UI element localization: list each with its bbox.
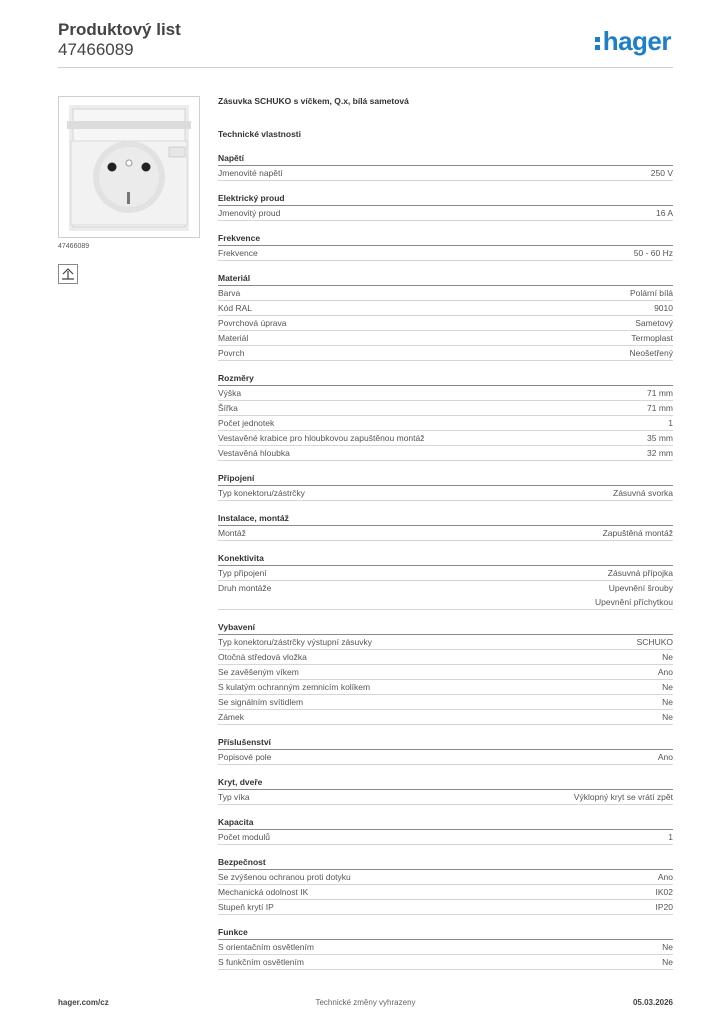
section-gap [218, 541, 673, 551]
socket-outlet-icon [59, 97, 199, 237]
spec-value [662, 695, 673, 709]
spec-value-line: Ano [657, 872, 673, 882]
section-gap [218, 221, 673, 231]
spec-row [218, 246, 673, 261]
spec-row [218, 526, 673, 541]
section-title: Kapacita [218, 815, 673, 830]
spec-label: Mechanická odolnost IK [218, 887, 309, 897]
spec-label: Druh montáže [218, 583, 272, 593]
tech-heading: Technické vlastnosti [218, 129, 301, 139]
spec-value [662, 680, 673, 694]
spec-row [218, 790, 673, 805]
section-gap [218, 610, 673, 620]
spec-value [656, 206, 673, 220]
spec-row [218, 431, 673, 446]
spec-value-line: 32 mm [647, 448, 673, 458]
spec-label: Typ konektoru/zástrčky [218, 488, 305, 498]
section-gap [218, 805, 673, 815]
spec-value [658, 870, 673, 884]
section-title: Bezpečnost [218, 855, 673, 870]
spec-value-line: Ne [662, 957, 673, 967]
spec-sections [218, 151, 673, 970]
product-description: Zásuvka SCHUKO s víčkem, Q.x, bílá sametová [218, 96, 409, 106]
spec-value-line: Ano [657, 667, 673, 677]
spec-label: Povrch [218, 348, 245, 358]
spec-label: Stupeň krytí IP [218, 902, 274, 912]
spec-value-line: Ne [662, 942, 673, 952]
logo-dots-icon [595, 34, 601, 53]
spec-label: Frekvence [218, 248, 258, 258]
spec-value [662, 650, 673, 664]
spec-value-line: Termoplast [631, 333, 673, 343]
spec-row [218, 206, 673, 221]
spec-value [658, 665, 673, 679]
spec-value [656, 885, 674, 899]
product-number: 47466089 [58, 40, 134, 59]
spec-value-line: Upevnění šrouby [608, 583, 673, 593]
section-gap [218, 725, 673, 735]
section-title: Konektivita [218, 551, 673, 566]
spec-value-line: Ne [662, 697, 673, 707]
section-title: Příslušenství [218, 735, 673, 750]
spec-row [218, 416, 673, 431]
spec-row [218, 386, 673, 401]
spec-label: Jmenovité napětí [218, 168, 283, 178]
product-details [218, 95, 673, 970]
spec-label: Počet modulů [218, 832, 270, 842]
page-title: Produktový list [58, 20, 181, 39]
spec-label: S kulatým ochranným zemnicím kolíkem [218, 682, 371, 692]
section-gap [218, 915, 673, 925]
hager-logo: hager [595, 26, 671, 56]
spec-value-line: 16 A [655, 208, 673, 218]
spec-value [613, 486, 673, 500]
spec-value [637, 635, 673, 649]
spec-row [218, 955, 673, 970]
section-title: Připojení [218, 471, 673, 486]
spec-row [218, 486, 673, 501]
spec-label: Jmenovitý proud [218, 208, 281, 218]
spec-value-line: Ne [662, 652, 673, 662]
spec-value-line: Ne [662, 682, 673, 692]
spec-value-line: Zásuvná svorka [613, 488, 673, 498]
spec-value-line: 9010 [654, 303, 673, 313]
spec-label: Počet jednotek [218, 418, 275, 428]
spec-value-line: IK02 [655, 887, 673, 897]
spec-row [218, 635, 673, 650]
spec-row [218, 680, 673, 695]
spec-label: Se zavěšeným víkem [218, 667, 299, 677]
spec-value-line: Sametový [635, 318, 673, 328]
spec-label: S orientačním osvětlením [218, 942, 314, 952]
spec-value [668, 830, 673, 844]
spec-value-line: Ne [662, 712, 673, 722]
section-title: Kryt, dveře [218, 775, 673, 790]
spec-row [218, 885, 673, 900]
spec-value [662, 955, 673, 969]
spec-row [218, 650, 673, 665]
spec-row [218, 401, 673, 416]
spec-label: Typ připojení [218, 568, 267, 578]
spec-value [608, 566, 673, 580]
spec-value-line: 250 V [650, 168, 673, 178]
section-title: Funkce [218, 925, 673, 940]
spec-row [218, 581, 673, 610]
spec-label: Kód RAL [218, 303, 253, 313]
spec-value [595, 581, 673, 609]
spec-row [218, 316, 673, 331]
footer-website: hager.com/cz [58, 998, 109, 1007]
spec-label: Zámek [218, 712, 244, 722]
footer-date: 05.03.2026 [632, 998, 673, 1007]
spec-label: Se zvýšenou ochranou proti dotyku [218, 872, 351, 882]
section-gap [218, 181, 673, 191]
section-title: Napětí [218, 151, 673, 166]
spec-value [647, 401, 673, 415]
spec-value [647, 446, 673, 460]
spec-row [218, 665, 673, 680]
spec-value-line: 1 [668, 832, 673, 842]
spec-value-line: IP20 [655, 902, 673, 912]
spec-value-line: Polární bílá [630, 288, 673, 298]
spec-row [218, 301, 673, 316]
section-title: Materiál [218, 271, 673, 286]
spec-row [218, 166, 673, 181]
spec-value [635, 316, 673, 330]
spec-row [218, 286, 673, 301]
spec-label: Povrchová úprava [218, 318, 287, 328]
spec-value [647, 431, 673, 445]
spec-label: S funkčním osvětlením [218, 957, 304, 967]
spec-value [662, 710, 673, 724]
image-caption: 47466089 [58, 243, 90, 250]
section-title: Elektrický proud [218, 191, 673, 206]
spec-row [218, 870, 673, 885]
section-title: Frekvence [218, 231, 673, 246]
spec-label: Vestavěná hloubka [218, 448, 290, 458]
spec-row [218, 446, 673, 461]
spec-value-line: SCHUKO [636, 637, 673, 647]
spec-row [218, 710, 673, 725]
section-gap [218, 261, 673, 271]
spec-value [630, 346, 673, 360]
section-gap [218, 501, 673, 511]
product-image [58, 96, 200, 238]
footer-note: Technické změny vyhrazeny [315, 998, 416, 1007]
spec-label: Výška [218, 388, 242, 398]
spec-value [603, 526, 673, 540]
spec-row [218, 695, 673, 710]
spec-value-line: 71 mm [647, 388, 673, 398]
spec-label: Typ konektoru/zástrčky výstupní zásuvky [218, 637, 373, 647]
spec-value [631, 331, 673, 345]
header-divider [58, 67, 673, 68]
spec-value-line: Zásuvná přípojka [607, 568, 673, 578]
spec-label: Popisové pole [218, 752, 272, 762]
spec-value-line: Upevnění příchytkou [595, 597, 673, 607]
spec-value-line: 50 - 60 Hz [633, 248, 673, 258]
spec-value-line: Zapuštěná montáž [602, 528, 673, 538]
spec-value [651, 166, 673, 180]
spec-row [218, 830, 673, 845]
section-gap [218, 845, 673, 855]
spec-label: Barva [218, 288, 241, 298]
spec-value [630, 286, 673, 300]
spec-label: Typ víka [218, 792, 250, 802]
spec-label: Otočná středová vložka [218, 652, 307, 662]
spec-row [218, 346, 673, 361]
spec-value-line: 71 mm [647, 403, 673, 413]
spec-label: Materiál [218, 333, 249, 343]
spec-value [574, 790, 673, 804]
spec-value [634, 246, 673, 260]
spec-row [218, 566, 673, 581]
spec-value-line: 1 [668, 418, 673, 428]
flush-mount-symbol-icon [58, 264, 78, 284]
spec-value [647, 386, 673, 400]
spec-value-line: 35 mm [647, 433, 673, 443]
spec-row [218, 331, 673, 346]
section-gap [218, 461, 673, 471]
spec-row [218, 900, 673, 915]
spec-value-line: Neošetřený [629, 348, 673, 358]
spec-value [668, 416, 673, 430]
section-title: Instalace, montáž [218, 511, 673, 526]
spec-value [654, 301, 673, 315]
spec-value-line: Výklopný kryt se vrátí zpět [573, 792, 673, 802]
spec-value [658, 750, 673, 764]
spec-label: Montáž [218, 528, 246, 538]
spec-row [218, 750, 673, 765]
spec-label: Se signálním svítidlem [218, 697, 304, 707]
spec-row [218, 940, 673, 955]
section-title: Vybavení [218, 620, 673, 635]
section-gap [218, 361, 673, 371]
spec-value-line: Ano [657, 752, 673, 762]
spec-value [662, 940, 673, 954]
section-title: Rozměry [218, 371, 673, 386]
spec-label: Šířka [218, 403, 238, 413]
spec-value [656, 900, 674, 914]
spec-label: Vestavěné krabice pro hloubkovou zapuštěnou montáž [218, 433, 425, 443]
page-header [58, 20, 673, 68]
section-gap [218, 765, 673, 775]
